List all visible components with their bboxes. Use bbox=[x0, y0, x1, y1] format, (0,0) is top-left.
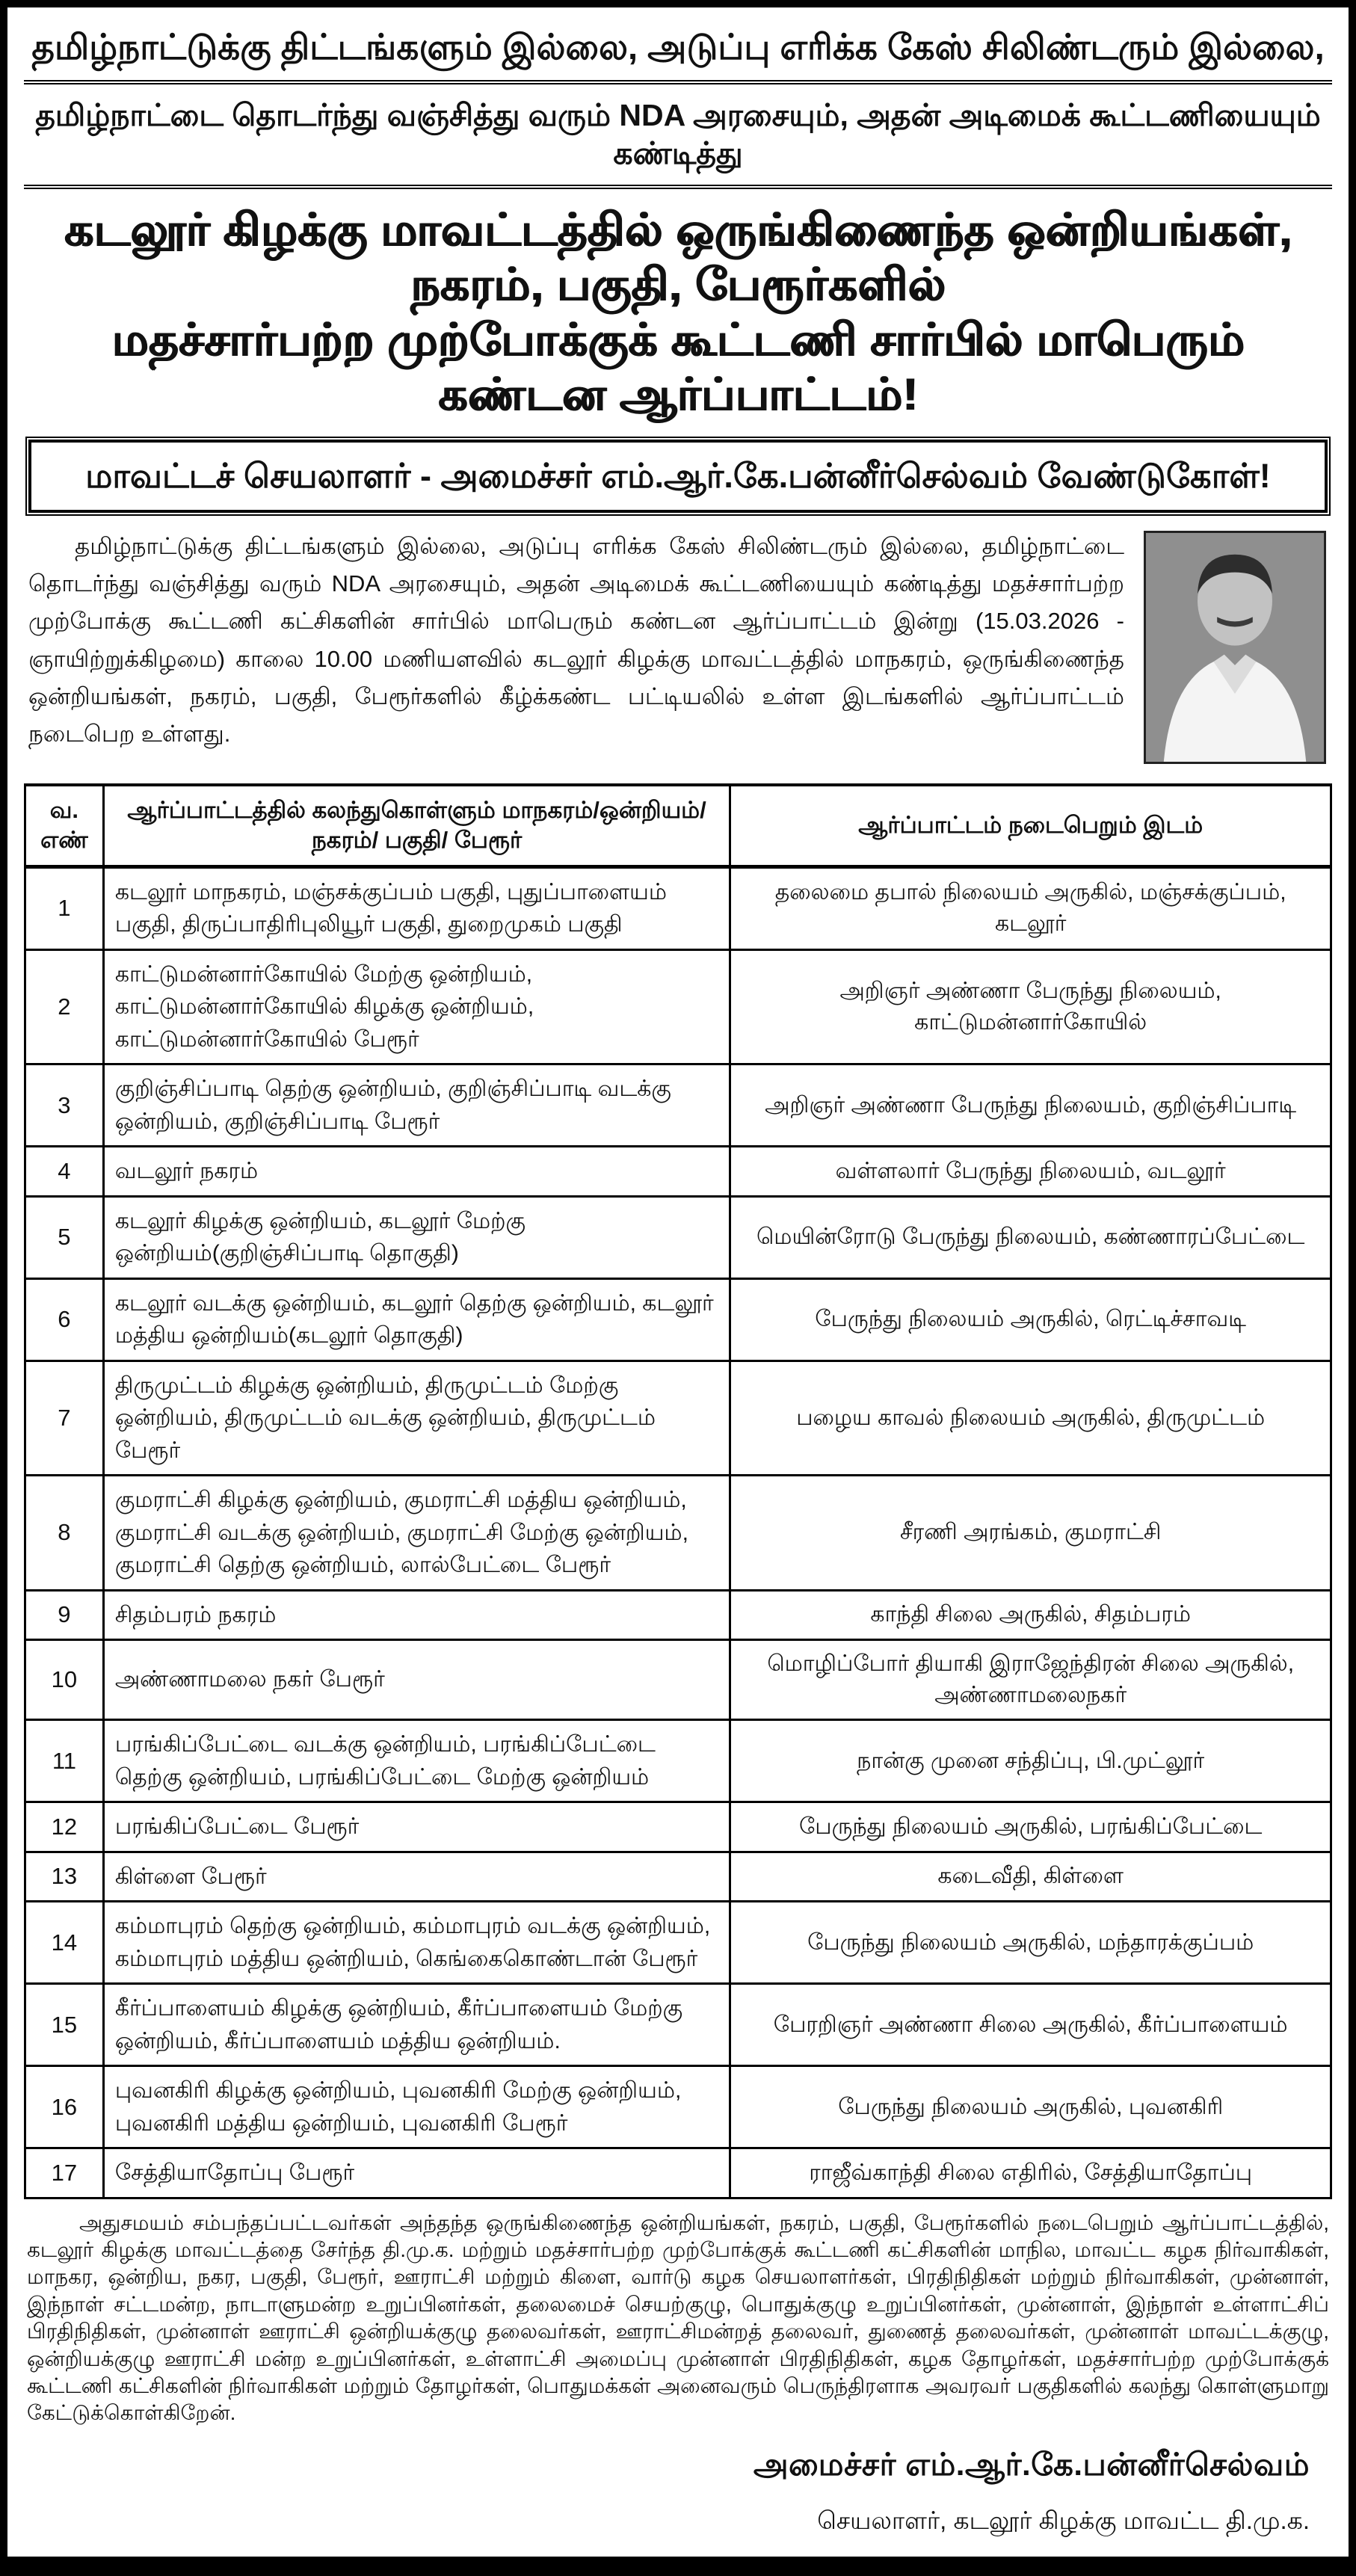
closing-paragraph: அதுசமயம் சம்பந்தப்பட்டவர்கள் அந்தந்த ஒருங்கிணைந்த ஒன்றியங்கள், நகரம், பகுதி, பேரூர்களில் நடைபெறும் ஆர்ப்பாட்டத்தில், கடலூர் கிழக்கு மாவட்டத்தை சேர்ந்த தி.மு.க. மற்றும் மதச்சார்பற்ற முற்போக்குக் கூட்டணி கட்சிகளின் மாநில, மாவட்ட கழக நிர்வாகிகள், மாநகர, ஒன்றிய, நகர, பகுதி, பேரூர், ஊராட்சி மற்றும் கிளை, வார்டு கழக செயலாளர்கள், பிரதிநிதிகள் மற்றும் நிர்வாகிகள், முன்னாள், இந்நாள் சட்டமன்ற, நாடாளுமன்ற உறுப்பினர்கள், தலைமைச் செயற்குழு, பொதுக்குழு உறுப்பினர்கள், முன்னாள், இந்நாள் உள்ளாட்சிப் பிரதிநிதிகள், முன்னாள் ஊராட்சி ஒன்றியக்குழு தலைவர்கள், ஊராட்சிமன்றத் தலைவர், துணைத் தலைவர்கள், முன்னாள் மாவட்டக்குழு, ஒன்றியக்குழு ஊராட்சி மன்ற உறுப்பினர்கள், உள்ளாட்சி அமைப்பு முன்னாள் பிரதிநிதிகள், கழக தோழர்கள், மதச்சார்பற்ற முற்போக்குக் கூட்டணி கட்சிகளின் நிர்வாகிகள் மற்றும் தோழர்கள், பொதுமக்கள் அனைவரும் பெருந்திரளாக அவரவர் பகுதிகளில் கலந்து கொள்ளுமாறு கேட்டுக்கொள்கிறேன். bbox=[27, 2210, 1330, 2425]
row-number-cell: 11 bbox=[25, 1720, 104, 1802]
table-row bbox=[25, 1802, 1331, 1852]
participating-areas-cell: கிள்ளை பேரூர் bbox=[103, 1852, 730, 1902]
row-number-cell: 9 bbox=[25, 1590, 104, 1640]
table-header-row bbox=[25, 785, 1331, 866]
table-row bbox=[25, 1196, 1331, 1278]
headline-line2: தமிழ்நாட்டை தொடர்ந்து வஞ்சித்து வரும் NDA அரசையும், அதன் அடிமைக் கூட்டணியையும் கண்டித்து bbox=[24, 84, 1332, 190]
participating-areas-cell: காட்டுமன்னார்கோயில் மேற்கு ஒன்றியம், காட்டுமன்னார்கோயில் கிழக்கு ஒன்றியம், காட்டுமன்னார்கோயில் பேரூர் bbox=[103, 949, 730, 1064]
table-row bbox=[25, 1640, 1331, 1720]
venue-cell: கடைவீதி, கிள்ளை bbox=[730, 1852, 1331, 1902]
venue-cell: பேருந்து நிலையம் அருகில், புவனகிரி bbox=[730, 2066, 1331, 2148]
signature-block bbox=[24, 2427, 1332, 2549]
row-number-cell: 8 bbox=[25, 1476, 104, 1591]
venue-cell: தலைமை தபால் நிலையம் அருகில், மஞ்சக்குப்பம், கடலூர் bbox=[730, 866, 1331, 949]
participating-areas-cell: திருமுட்டம் கிழக்கு ஒன்றியம், திருமுட்டம் மேற்கு ஒன்றியம், திருமுட்டம் வடக்கு ஒன்றியம், திருமுட்டம் பேரூர் bbox=[103, 1361, 730, 1476]
table-row bbox=[25, 1852, 1331, 1902]
participating-areas-cell: வடலூர் நகரம் bbox=[103, 1147, 730, 1197]
participating-areas-cell: சேத்தியாதோப்பு பேரூர் bbox=[103, 2148, 730, 2198]
table-row bbox=[25, 1476, 1331, 1591]
row-number-cell: 10 bbox=[25, 1640, 104, 1720]
table-row bbox=[25, 2066, 1331, 2148]
protest-schedule-table bbox=[24, 783, 1332, 2199]
venue-cell: பேருந்து நிலையம் அருகில், பரங்கிப்பேட்டை bbox=[730, 1802, 1331, 1852]
row-number-cell: 2 bbox=[25, 949, 104, 1064]
row-number-cell: 3 bbox=[25, 1064, 104, 1147]
row-number-cell: 15 bbox=[25, 1984, 104, 2066]
table-row bbox=[25, 1361, 1331, 1476]
row-number-cell: 14 bbox=[25, 1902, 104, 1984]
venue-cell: பேருந்து நிலையம் அருகில், மந்தாரக்குப்பம் bbox=[730, 1902, 1331, 1984]
signatory-name: அமைச்சர் எம்.ஆர்.கே.பன்னீர்செல்வம் bbox=[753, 2446, 1310, 2482]
row-number-cell: 6 bbox=[25, 1278, 104, 1361]
venue-cell: வள்ளலார் பேருந்து நிலையம், வடலூர் bbox=[730, 1147, 1331, 1197]
venue-cell: காந்தி சிலை அருகில், சிதம்பரம் bbox=[730, 1590, 1331, 1640]
venue-cell: ராஜீவ்காந்தி சிலை எதிரில், சேத்தியாதோப்பு bbox=[730, 2148, 1331, 2198]
row-number-cell: 16 bbox=[25, 2066, 104, 2148]
venue-cell: பழைய காவல் நிலையம் அருகில், திருமுட்டம் bbox=[730, 1361, 1331, 1476]
table-row bbox=[25, 866, 1331, 949]
participating-areas-cell: குமராட்சி கிழக்கு ஒன்றியம், குமராட்சி மத்திய ஒன்றியம், குமராட்சி வடக்கு ஒன்றியம், குமராட்சி மேற்கு ஒன்றியம், குமராட்சி தெற்கு ஒன்றியம், லால்பேட்டை பேரூர் bbox=[103, 1476, 730, 1591]
participating-areas-cell: கடலூர் வடக்கு ஒன்றியம், கடலூர் தெற்கு ஒன்றியம், கடலூர் மத்திய ஒன்றியம்(கடலூர் தொகுதி) bbox=[103, 1278, 730, 1361]
venue-cell: அறிஞர் அண்ணா பேருந்து நிலையம், காட்டுமன்னார்கோயில் bbox=[730, 949, 1331, 1064]
column-header-areas: ஆர்ப்பாட்டத்தில் கலந்துகொள்ளும் மாநகரம்/ஒன்றியம்/ நகரம்/ பகுதி/ பேரூர் bbox=[103, 785, 730, 866]
venue-cell: சீரணி அரங்கம், குமராட்சி bbox=[730, 1476, 1331, 1591]
serial-header-line2: எண் bbox=[40, 827, 88, 854]
table-row bbox=[25, 1902, 1331, 1984]
participating-areas-cell: கடலூர் மாநகரம், மஞ்சக்குப்பம் பகுதி, புதுப்பாளையம் பகுதி, திருப்பாதிரிபுலியூர் பகுதி, துறைமுகம் பகுதி bbox=[103, 866, 730, 949]
intro-section bbox=[24, 525, 1332, 777]
participating-areas-cell: பரங்கிப்பேட்டை பேரூர் bbox=[103, 1802, 730, 1852]
table-header bbox=[25, 785, 1331, 866]
participating-areas-cell: புவனகிரி கிழக்கு ஒன்றியம், புவனகிரி மேற்கு ஒன்றியம், புவனகிரி மத்திய ஒன்றியம், புவனகிரி பேரூர் bbox=[103, 2066, 730, 2148]
venue-cell: மொழிப்போர் தியாகி இராஜேந்திரன் சிலை அருகில், அண்ணாமலைநகர் bbox=[730, 1640, 1331, 1720]
row-number-cell: 12 bbox=[25, 1802, 104, 1852]
participating-areas-cell: அண்ணாமலை நகர் பேரூர் bbox=[103, 1640, 730, 1720]
row-number-cell: 4 bbox=[25, 1147, 104, 1197]
row-number-cell: 5 bbox=[25, 1196, 104, 1278]
table-row bbox=[25, 949, 1331, 1064]
venue-cell: நான்கு முனை சந்திப்பு, பி.முட்லூர் bbox=[730, 1720, 1331, 1802]
row-number-cell: 1 bbox=[25, 866, 104, 949]
speaker-photo bbox=[1144, 531, 1326, 764]
row-number-cell: 17 bbox=[25, 2148, 104, 2198]
column-header-venue: ஆர்ப்பாட்டம் நடைபெறும் இடம் bbox=[730, 785, 1331, 866]
row-number-cell: 7 bbox=[25, 1361, 104, 1476]
participating-areas-cell: கீர்ப்பாளையம் கிழக்கு ஒன்றியம், கீர்ப்பாளையம் மேற்கு ஒன்றியம், கீர்ப்பாளையம் மத்திய ஒன்றியம். bbox=[103, 1984, 730, 2066]
portrait-photo-placeholder bbox=[1146, 533, 1324, 762]
main-title-line2: மதச்சார்பற்ற முற்போக்குக் கூட்டணி சார்பில் மாபெரும் கண்டன ஆர்ப்பாட்டம்! bbox=[111, 314, 1245, 419]
venue-cell: அறிஞர் அண்ணா பேருந்து நிலையம், குறிஞ்சிப்பாடி bbox=[730, 1064, 1331, 1147]
main-title-line1: கடலூர் கிழக்கு மாவட்டத்தில் ஒருங்கிணைந்த ஒன்றியங்கள், நகரம், பகுதி, பேரூர்களில் bbox=[64, 205, 1292, 310]
table-row bbox=[25, 1064, 1331, 1147]
participating-areas-cell: சிதம்பரம் நகரம் bbox=[103, 1590, 730, 1640]
participating-areas-cell: பரங்கிப்பேட்டை வடக்கு ஒன்றியம், பரங்கிப்பேட்டை தெற்கு ஒன்றியம், பரங்கிப்பேட்டை மேற்கு ஒன்றியம் bbox=[103, 1720, 730, 1802]
venue-cell: பேரறிஞர் அண்ணா சிலை அருகில், கீர்ப்பாளையம் bbox=[730, 1984, 1331, 2066]
appeal-banner: மாவட்டச் செயலாளர் - அமைச்சர் எம்.ஆர்.கே.பன்னீர்செல்வம் வேண்டுகோள்! bbox=[28, 440, 1328, 513]
intro-paragraph: தமிழ்நாட்டுக்கு திட்டங்களும் இல்லை, அடுப்பு எரிக்க கேஸ் சிலிண்டரும் இல்லை, தமிழ்நாட்டை தொடர்ந்து வஞ்சித்து வரும் NDA அரசையும், அதன் அடிமைக் கூட்டணியையும் கண்டித்து மதச்சார்பற்ற முற்போக்கு கூட்டணி கட்சிகளின் சார்பில் மாபெரும் கண்டன ஆர்ப்பாட்டம் இன்று (15.03.2026 - ஞாயிற்றுக்கிழமை) காலை 10.00 மணியளவில் கடலூர் கிழக்கு மாவட்டத்தில் மாநகரம், ஒருங்கிணைந்த ஒன்றியங்கள், நகரம், பகுதி, பேரூர்களில் கீழ்க்கண்ட பட்டியலில் உள்ள இடங்களில் ஆர்ப்பாட்டம் நடைபெற உள்ளது. bbox=[28, 533, 1124, 748]
venue-cell: மெயின்ரோடு பேருந்து நிலையம், கண்ணாரப்பேட்டை bbox=[730, 1196, 1331, 1278]
serial-header-line1: வ. bbox=[49, 797, 79, 823]
signatory-title: செயலாளர், கடலூர் கிழக்கு மாவட்ட தி.மு.க. bbox=[817, 2506, 1310, 2534]
venue-cell: பேருந்து நிலையம் அருகில், ரெட்டிச்சாவடி bbox=[730, 1278, 1331, 1361]
participating-areas-cell: குறிஞ்சிப்பாடி தெற்கு ஒன்றியம், குறிஞ்சிப்பாடி வடக்கு ஒன்றியம், குறிஞ்சிப்பாடி பேரூர் bbox=[103, 1064, 730, 1147]
participating-areas-cell: கம்மாபுரம் தெற்கு ஒன்றியம், கம்மாபுரம் வடக்கு ஒன்றியம், கம்மாபுரம் மத்திய ஒன்றியம், கெங்கைகொண்டான் பேரூர் bbox=[103, 1902, 730, 1984]
table-row bbox=[25, 1278, 1331, 1361]
column-header-serial bbox=[25, 785, 104, 866]
headline-line1: தமிழ்நாட்டுக்கு திட்டங்களும் இல்லை, அடுப்பு எரிக்க கேஸ் சிலிண்டரும் இல்லை, bbox=[24, 18, 1332, 84]
table-row bbox=[25, 2148, 1331, 2198]
table-row bbox=[25, 1720, 1331, 1802]
participating-areas-cell: கடலூர் கிழக்கு ஒன்றியம், கடலூர் மேற்கு ஒன்றியம்(குறிஞ்சிப்பாடி தொகுதி) bbox=[103, 1196, 730, 1278]
row-number-cell: 13 bbox=[25, 1852, 104, 1902]
table-row bbox=[25, 1147, 1331, 1197]
table-row bbox=[25, 1984, 1331, 2066]
main-title bbox=[24, 189, 1332, 429]
table-body bbox=[25, 866, 1331, 2198]
table-row bbox=[25, 1590, 1331, 1640]
